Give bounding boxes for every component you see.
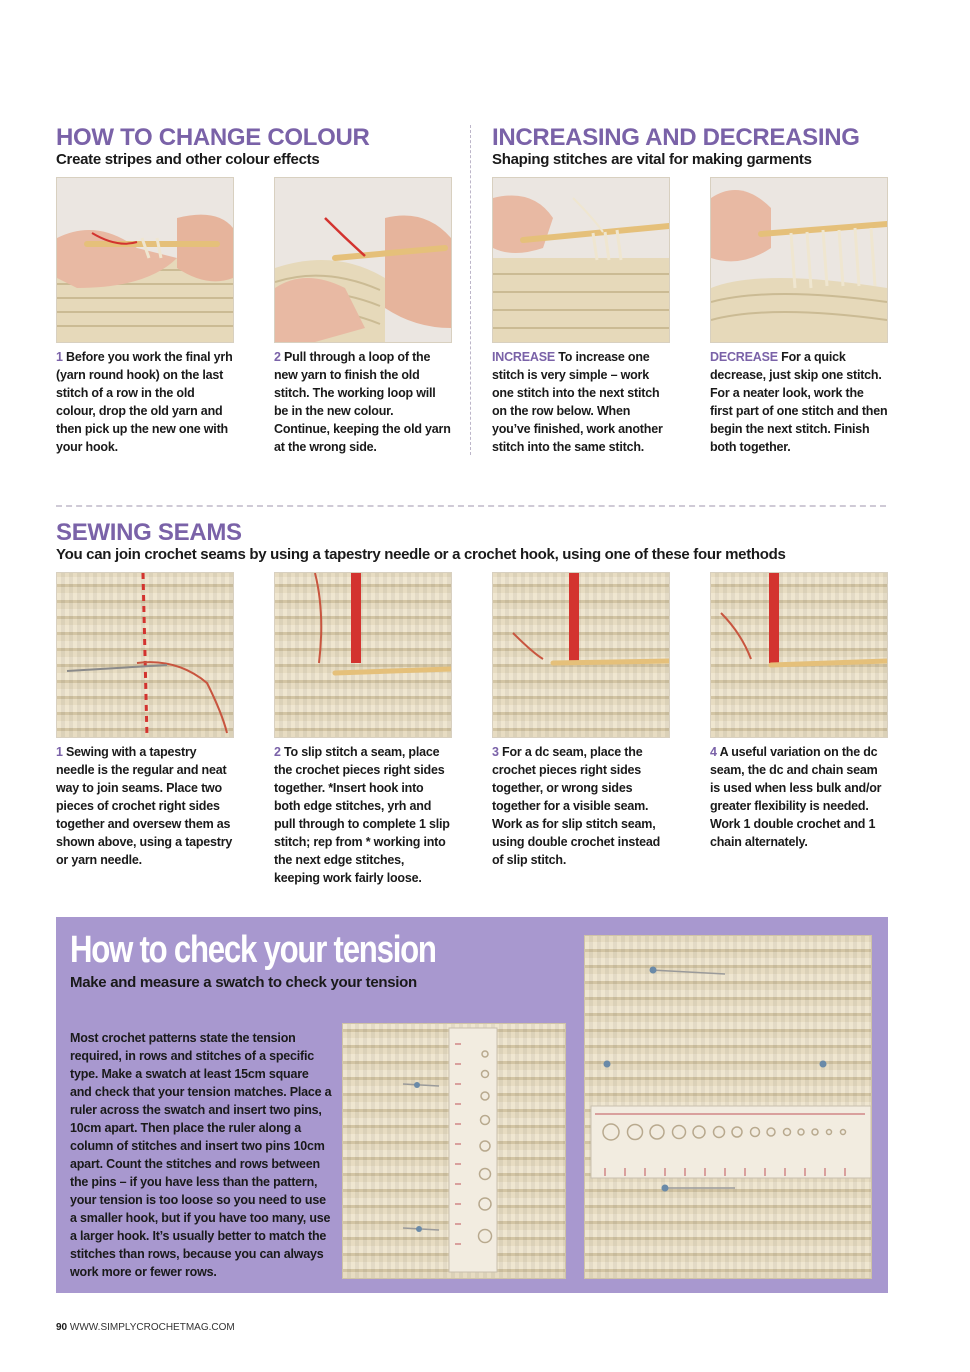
step-number: 4 [710, 745, 717, 759]
decrease-caption [710, 348, 888, 456]
seams-section-title: SEWING SEAMS [56, 519, 242, 546]
colour-step-1-caption [56, 348, 234, 456]
page-footer [56, 1322, 235, 1333]
colour-section-title: HOW TO CHANGE COLOUR [56, 124, 370, 151]
step-text: For a dc seam, place the crochet pieces right sides together, or wrong sides together for a visible seam. Work as for slip stitch seam, using double crochet instead of slip stitch. [492, 745, 661, 867]
section-divider [56, 505, 886, 507]
increase-caption [492, 348, 670, 456]
footer-site: WWW.SIMPLYCROCHETMAG.COM [69, 1322, 235, 1333]
seam-step-1-caption [56, 743, 234, 869]
tension-panel [56, 917, 888, 1293]
shaping-section-header [492, 125, 860, 169]
tension-body: Most crochet patterns state the tension required, in rows and stitches of a specific type. Make a swatch at least 15cm square and check that your tension matches. Place a ruler across the swatch and insert two pins, 10cm apart. Then place the ruler along a column of stitches and insert two pins 10cm apart. Count the stitches and rows between the pins – if you have less than the pattern, your tension is too loose so you need to use a smaller hook, but if you have too many, use a larger hook. It’s usually better to match the stitches than rows, because you can always work more or fewer rows. [70, 1031, 332, 1279]
seams-section-header [56, 520, 896, 564]
caption-keyword: DECREASE [710, 350, 778, 364]
seams-section-subtitle: You can join crochet seams by using a tapestry needle or a crochet hook, using one of these four methods [56, 546, 786, 563]
step-number: 1 [56, 350, 63, 364]
colour-step-2-photo [274, 177, 452, 343]
page-number: 90 [56, 1322, 68, 1333]
tension-swatch-horizontal-photo [584, 935, 872, 1279]
step-text: For a quick decrease, just skip one stitch. For a neater look, work the first part of one stitch and then begin the next stitch. Finish both together. [710, 350, 888, 454]
step-text: To increase one stitch is very simple – work one stitch into the next stitch on the row below. When you’ve finished, work another stitch into the same stitch. [492, 350, 663, 454]
seam-step-2-caption [274, 743, 452, 887]
shaping-section-subtitle: Shaping stitches are vital for making garments [492, 151, 812, 168]
step-text: Sewing with a tapestry needle is the regular and neat way to join seams. Place two pieces of crochet right sides together and oversew them as shown above, using a tapestry or yarn needle. [56, 745, 233, 867]
seam-step-3-photo [492, 572, 670, 738]
step-number: 2 [274, 745, 281, 759]
seam-step-1-photo [56, 572, 234, 738]
colour-step-1-photo [56, 177, 234, 343]
column-divider [470, 125, 471, 455]
step-text: Before you work the final yrh (yarn round hook) on the last stitch of a row in the old colour, drop the old yarn and then pick up the new one with your hook. [56, 350, 233, 454]
step-text: To slip stitch a seam, place the crochet pieces right sides together. *Insert hook into both edge stitches, yrh and pull through to complete 1 slip stitch; rep from * working into the next edge stitches, keeping work fairly loose. [274, 745, 450, 885]
caption-keyword: INCREASE [492, 350, 555, 364]
step-text: Pull through a loop of the new yarn to finish the old stitch. The working loop will be in the new colour. Continue, keeping the old yarn at the wrong side. [274, 350, 451, 454]
tension-subtitle: Make and measure a swatch to check your tension [70, 974, 417, 991]
seam-step-4-photo [710, 572, 888, 738]
step-number: 2 [274, 350, 281, 364]
colour-section-subtitle: Create stripes and other colour effects [56, 151, 320, 168]
shaping-section-title: INCREASING AND DECREASING [492, 124, 860, 151]
tension-title: How to check your tension [70, 929, 436, 971]
seam-step-4-caption [710, 743, 888, 851]
seam-step-3-caption [492, 743, 670, 869]
step-text: A useful variation on the dc seam, the dc and chain seam is used when less bulk and/or greater flexibility is needed. Work 1 double crochet and 1 chain alternately. [710, 745, 882, 849]
tension-swatch-vertical-photo [342, 1023, 566, 1279]
decrease-photo [710, 177, 888, 343]
step-number: 1 [56, 745, 63, 759]
colour-section-header [56, 125, 370, 169]
seam-step-2-photo [274, 572, 452, 738]
increase-photo [492, 177, 670, 343]
colour-step-2-caption [274, 348, 452, 456]
step-number: 3 [492, 745, 499, 759]
